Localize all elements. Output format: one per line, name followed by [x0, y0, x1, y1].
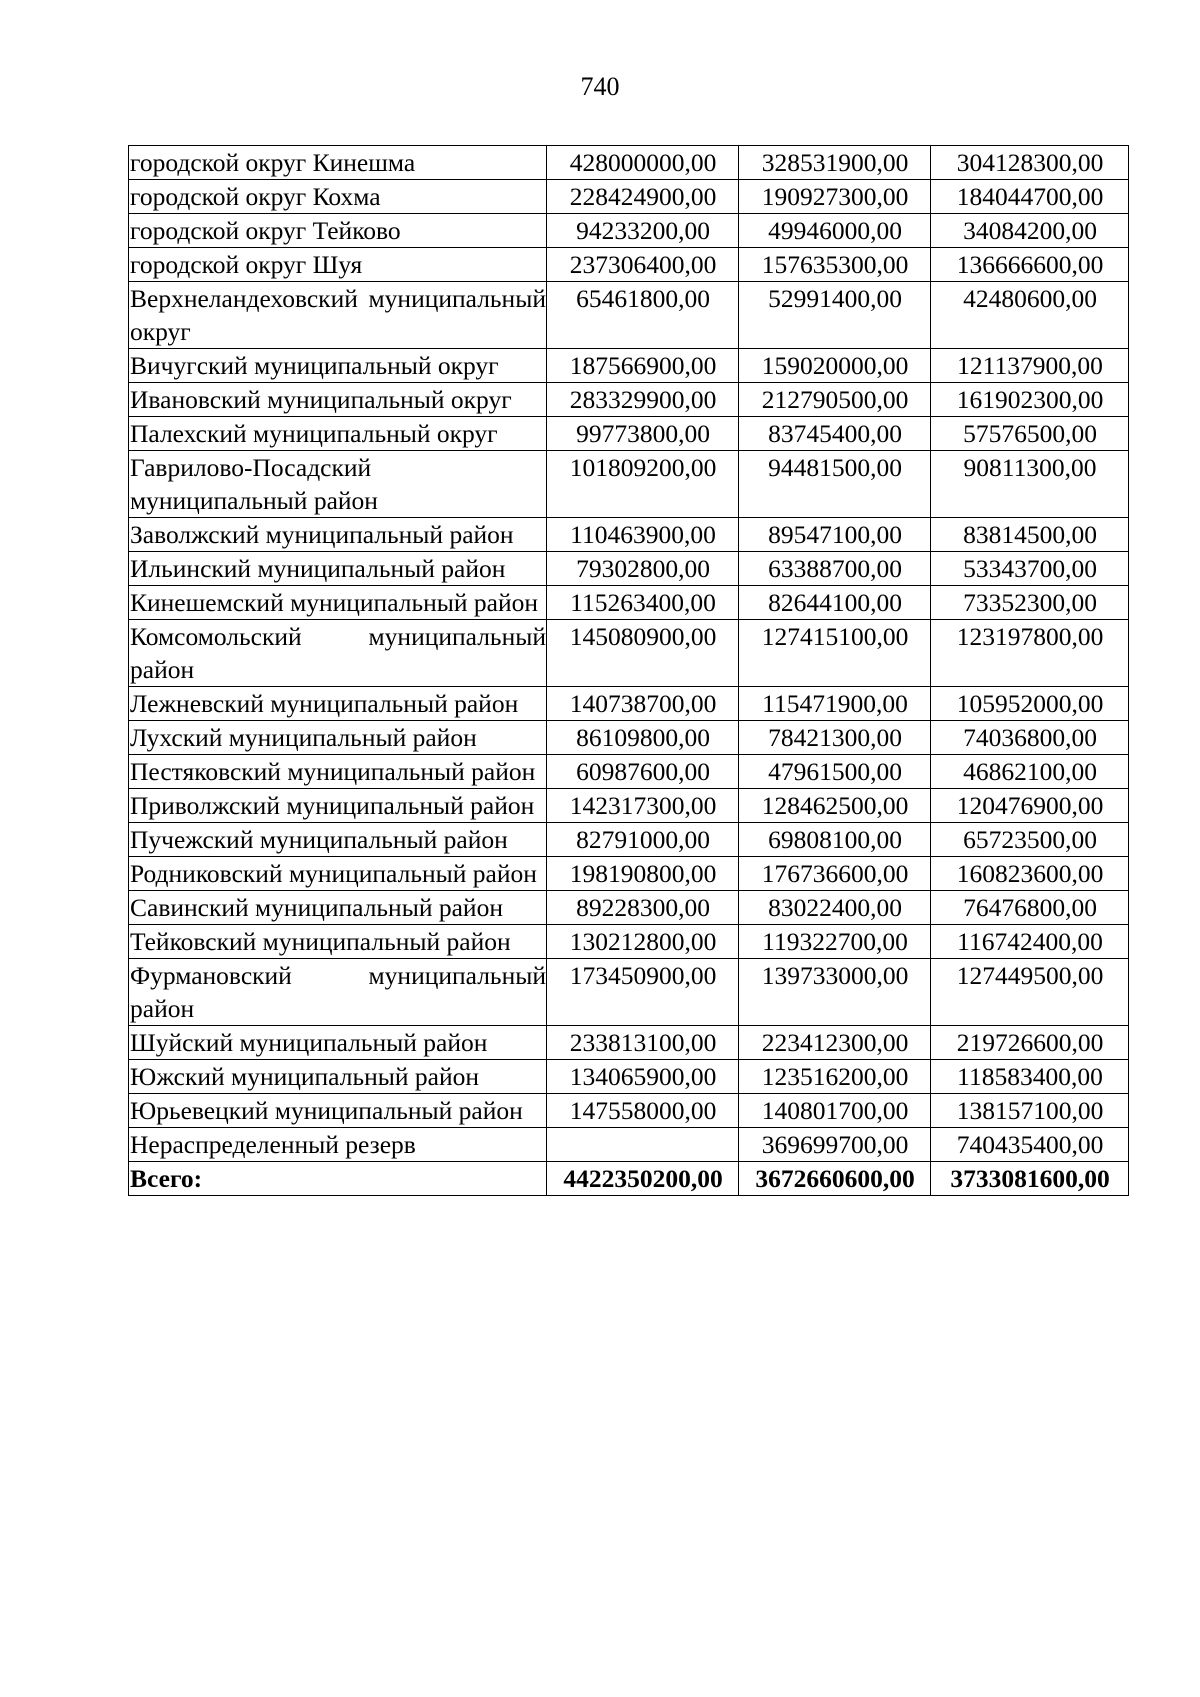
municipality-name: Гаврилово-Посадский муниципальный район — [129, 451, 547, 518]
table-row — [129, 180, 1129, 214]
amount-col-2: 94481500,00 — [739, 451, 931, 518]
amount-col-2: 123516200,00 — [739, 1060, 931, 1094]
table-row — [129, 721, 1129, 755]
amount-col-2: 115471900,00 — [739, 687, 931, 721]
page-number: 740 — [580, 72, 620, 101]
municipality-name: Приволжский муниципальный район — [129, 789, 547, 823]
amount-col-1: 82791000,00 — [547, 823, 739, 857]
amount-col-3: 73352300,00 — [931, 586, 1129, 620]
amount-col-2: 78421300,00 — [739, 721, 931, 755]
table-row — [129, 349, 1129, 383]
municipality-name: Родниковский муниципальный район — [129, 857, 547, 891]
amount-col-2: 127415100,00 — [739, 620, 931, 687]
amount-col-1: 60987600,00 — [547, 755, 739, 789]
municipality-name: Южский муниципальный район — [129, 1060, 547, 1094]
amount-col-1: 79302800,00 — [547, 552, 739, 586]
amount-col-1: 228424900,00 — [547, 180, 739, 214]
amount-col-2: 49946000,00 — [739, 214, 931, 248]
budget-table — [128, 145, 1129, 1196]
amount-col-1: 130212800,00 — [547, 925, 739, 959]
amount-col-1: 237306400,00 — [547, 248, 739, 282]
amount-col-1: 134065900,00 — [547, 1060, 739, 1094]
amount-col-3: 118583400,00 — [931, 1060, 1129, 1094]
table-row — [129, 620, 1129, 687]
table-row — [129, 959, 1129, 1026]
table-row — [129, 552, 1129, 586]
amount-col-3: 184044700,00 — [931, 180, 1129, 214]
amount-col-1: 147558000,00 — [547, 1094, 739, 1128]
amount-col-2: 176736600,00 — [739, 857, 931, 891]
amount-col-2: 69808100,00 — [739, 823, 931, 857]
amount-col-2: 119322700,00 — [739, 925, 931, 959]
amount-col-2: 140801700,00 — [739, 1094, 931, 1128]
municipality-name: Ильинский муниципальный район — [129, 552, 547, 586]
municipality-name: Лухский муниципальный район — [129, 721, 547, 755]
amount-col-2: 190927300,00 — [739, 180, 931, 214]
table-row — [129, 823, 1129, 857]
amount-col-3: 304128300,00 — [931, 146, 1129, 180]
amount-col-2: 89547100,00 — [739, 518, 931, 552]
amount-col-3: 46862100,00 — [931, 755, 1129, 789]
amount-col-2: 157635300,00 — [739, 248, 931, 282]
table-row — [129, 857, 1129, 891]
amount-col-3: 127449500,00 — [931, 959, 1129, 1026]
amount-col-2: 82644100,00 — [739, 586, 931, 620]
amount-col-2: 83022400,00 — [739, 891, 931, 925]
amount-col-2: 52991400,00 — [739, 282, 931, 349]
total-row — [129, 1162, 1129, 1196]
amount-col-3: 120476900,00 — [931, 789, 1129, 823]
amount-col-1: 115263400,00 — [547, 586, 739, 620]
amount-col-1: 198190800,00 — [547, 857, 739, 891]
amount-col-1: 233813100,00 — [547, 1026, 739, 1060]
amount-col-3: 57576500,00 — [931, 417, 1129, 451]
table-row — [129, 451, 1129, 518]
municipality-name: Фурмановский муниципальный район — [129, 959, 547, 1026]
table-row — [129, 383, 1129, 417]
amount-col-2: 369699700,00 — [739, 1128, 931, 1162]
municipality-name: Савинский муниципальный район — [129, 891, 547, 925]
amount-col-3: 136666600,00 — [931, 248, 1129, 282]
amount-col-2: 128462500,00 — [739, 789, 931, 823]
table-row — [129, 789, 1129, 823]
amount-col-3: 116742400,00 — [931, 925, 1129, 959]
amount-col-1: 101809200,00 — [547, 451, 739, 518]
amount-col-3: 74036800,00 — [931, 721, 1129, 755]
amount-col-2: 223412300,00 — [739, 1026, 931, 1060]
total-label: Всего: — [129, 1162, 547, 1196]
amount-col-3: 740435400,00 — [931, 1128, 1129, 1162]
table-row — [129, 417, 1129, 451]
amount-col-3: 65723500,00 — [931, 823, 1129, 857]
municipality-name: Комсомольский муниципальный район — [129, 620, 547, 687]
amount-col-3: 76476800,00 — [931, 891, 1129, 925]
amount-col-2: 159020000,00 — [739, 349, 931, 383]
municipality-name: Пучежский муниципальный район — [129, 823, 547, 857]
municipality-name: Лежневский муниципальный район — [129, 687, 547, 721]
table-row — [129, 755, 1129, 789]
amount-col-2: 47961500,00 — [739, 755, 931, 789]
amount-col-2: 139733000,00 — [739, 959, 931, 1026]
table-row — [129, 146, 1129, 180]
amount-col-3: 123197800,00 — [931, 620, 1129, 687]
amount-col-2: 212790500,00 — [739, 383, 931, 417]
municipality-name: Пестяковский муниципальный район — [129, 755, 547, 789]
table-row — [129, 1026, 1129, 1060]
amount-col-3: 161902300,00 — [931, 383, 1129, 417]
amount-col-1: 187566900,00 — [547, 349, 739, 383]
amount-col-3: 53343700,00 — [931, 552, 1129, 586]
table-row — [129, 925, 1129, 959]
amount-col-1: 86109800,00 — [547, 721, 739, 755]
amount-col-1: 110463900,00 — [547, 518, 739, 552]
table-row — [129, 687, 1129, 721]
amount-col-3: 90811300,00 — [931, 451, 1129, 518]
amount-col-3: 219726600,00 — [931, 1026, 1129, 1060]
amount-col-3: 138157100,00 — [931, 1094, 1129, 1128]
total-col-3: 3733081600,00 — [931, 1162, 1129, 1196]
amount-col-1: 94233200,00 — [547, 214, 739, 248]
municipality-name: Ивановский муниципальный округ — [129, 383, 547, 417]
amount-col-1: 173450900,00 — [547, 959, 739, 1026]
amount-col-1: 140738700,00 — [547, 687, 739, 721]
amount-col-1: 99773800,00 — [547, 417, 739, 451]
amount-col-1: 145080900,00 — [547, 620, 739, 687]
table-row — [129, 586, 1129, 620]
amount-col-1 — [547, 1128, 739, 1162]
amount-col-2: 328531900,00 — [739, 146, 931, 180]
municipality-name: городской округ Шуя — [129, 248, 547, 282]
amount-col-1: 428000000,00 — [547, 146, 739, 180]
table-row — [129, 282, 1129, 349]
municipality-name: Нераспределенный резерв — [129, 1128, 547, 1162]
amount-col-3: 34084200,00 — [931, 214, 1129, 248]
municipality-name: Кинешемский муниципальный район — [129, 586, 547, 620]
municipality-name: Шуйский муниципальный район — [129, 1026, 547, 1060]
table-row — [129, 1060, 1129, 1094]
municipality-name: городской округ Кинешма — [129, 146, 547, 180]
amount-col-3: 105952000,00 — [931, 687, 1129, 721]
amount-col-3: 42480600,00 — [931, 282, 1129, 349]
amount-col-2: 63388700,00 — [739, 552, 931, 586]
municipality-name: Заволжский муниципальный район — [129, 518, 547, 552]
municipality-name: Палехский муниципальный округ — [129, 417, 547, 451]
table-row — [129, 891, 1129, 925]
municipality-name: Верхнеландеховский муниципальный округ — [129, 282, 547, 349]
amount-col-1: 65461800,00 — [547, 282, 739, 349]
municipality-name: городской округ Тейково — [129, 214, 547, 248]
total-col-1: 4422350200,00 — [547, 1162, 739, 1196]
amount-col-2: 83745400,00 — [739, 417, 931, 451]
table-row — [129, 1128, 1129, 1162]
municipality-name: Вичугский муниципальный округ — [129, 349, 547, 383]
amount-col-1: 89228300,00 — [547, 891, 739, 925]
amount-col-3: 160823600,00 — [931, 857, 1129, 891]
municipality-name: городской округ Кохма — [129, 180, 547, 214]
table-row — [129, 214, 1129, 248]
amount-col-1: 142317300,00 — [547, 789, 739, 823]
amount-col-3: 83814500,00 — [931, 518, 1129, 552]
amount-col-1: 283329900,00 — [547, 383, 739, 417]
municipality-name: Юрьевецкий муниципальный район — [129, 1094, 547, 1128]
amount-col-3: 121137900,00 — [931, 349, 1129, 383]
municipality-name: Тейковский муниципальный район — [129, 925, 547, 959]
table-row — [129, 248, 1129, 282]
table-row — [129, 518, 1129, 552]
table-row — [129, 1094, 1129, 1128]
total-col-2: 3672660600,00 — [739, 1162, 931, 1196]
